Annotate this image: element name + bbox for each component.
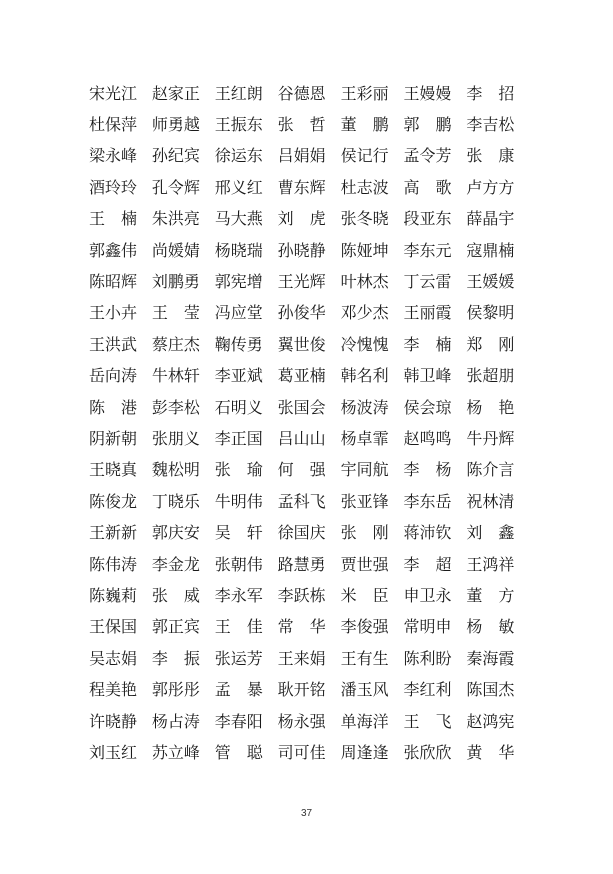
name-entry: 王 楠 [89,209,138,229]
name-entry: 贾世强 [340,554,389,574]
name-row [89,298,529,329]
name-row [89,141,529,172]
name-entry: 王来娟 [277,648,326,668]
name-entry: 王 飞 [403,711,452,731]
name-entry: 王红朗 [214,83,263,103]
name-entry: 王振东 [214,115,263,135]
name-entry: 杨占涛 [151,711,200,731]
name-entry: 陈昭辉 [89,272,138,292]
name-entry: 杨永强 [277,711,326,731]
name-entry: 周逢逢 [340,742,389,762]
name-entry: 何 强 [277,460,326,480]
name-entry: 岳向涛 [89,366,138,386]
name-entry: 梁永峰 [89,146,138,166]
name-entry: 吕娟娟 [277,146,326,166]
name-entry: 丁云雷 [403,272,452,292]
name-entry: 酒玲玲 [89,177,138,197]
name-row [89,737,529,768]
name-entry: 王晓真 [89,460,138,480]
name-entry: 孙俊华 [277,303,326,323]
name-entry: 牛明伟 [214,491,263,511]
name-entry: 郭宪增 [214,272,263,292]
name-entry: 董 方 [466,585,515,605]
name-entry: 李正国 [214,428,263,448]
name-entry: 侯记行 [340,146,389,166]
name-row [89,549,529,580]
name-entry: 段亚东 [403,209,452,229]
name-entry: 王洪武 [89,334,138,354]
name-entry: 薛晶宇 [466,209,515,229]
name-entry: 李 楠 [403,334,452,354]
name-entry: 翼世俊 [277,334,326,354]
name-entry: 郑 刚 [466,334,515,354]
name-entry: 潘玉风 [340,680,389,700]
name-entry: 杨晓瑞 [214,240,263,260]
name-entry: 王新新 [89,523,138,543]
name-entry: 耿开铭 [277,680,326,700]
name-entry: 路慧勇 [277,554,326,574]
name-entry: 陈伟涛 [89,554,138,574]
name-entry: 李金龙 [151,554,200,574]
name-entry: 杨 艳 [466,397,515,417]
name-entry: 米 臣 [340,585,389,605]
name-entry: 魏松明 [151,460,200,480]
name-row [89,706,529,737]
name-entry: 郭彤彤 [151,680,200,700]
name-entry: 牛林轩 [151,366,200,386]
name-entry: 杨 敏 [466,617,515,637]
name-row [89,517,529,548]
name-entry: 王光辉 [277,272,326,292]
name-row [89,612,529,643]
name-entry: 程美艳 [89,680,138,700]
name-entry: 郭鑫伟 [89,240,138,260]
name-entry: 陈利盼 [403,648,452,668]
name-entry: 单海洋 [340,711,389,731]
name-entry: 丁晓乐 [151,491,200,511]
name-entry: 李吉松 [466,115,515,135]
name-row [89,78,529,109]
name-entry: 张 康 [466,146,515,166]
name-entry: 谷德恩 [277,83,326,103]
name-row [89,172,529,203]
name-row [89,204,529,235]
name-entry: 冯应堂 [214,303,263,323]
name-row [89,266,529,297]
name-entry: 许晓静 [89,711,138,731]
name-entry: 李 招 [466,83,515,103]
name-entry: 陈娅坤 [340,240,389,260]
name-entry: 蒋沛钦 [403,523,452,543]
name-entry: 黄 华 [466,742,515,762]
name-entry: 邢义红 [214,177,263,197]
name-entry: 赵鸣鸣 [403,428,452,448]
name-entry: 张 哲 [277,115,326,135]
name-entry: 孙晓静 [277,240,326,260]
name-entry: 侯黎明 [466,303,515,323]
name-entry: 马大燕 [214,209,263,229]
name-entry: 杨卓霏 [340,428,389,448]
name-entry: 尚媛婧 [151,240,200,260]
name-entry: 张国会 [277,397,326,417]
name-entry: 朱洪亮 [151,209,200,229]
name-entry: 宇同航 [340,460,389,480]
name-entry: 葛亚楠 [277,366,326,386]
name-entry: 李红利 [403,680,452,700]
name-entry: 张冬晓 [340,209,389,229]
name-entry: 师勇越 [151,115,200,135]
name-entry: 陈 港 [89,397,138,417]
name-row [89,580,529,611]
name-entry: 李永军 [214,585,263,605]
name-entry: 牛丹辉 [466,428,515,448]
name-entry: 邓少杰 [340,303,389,323]
name-entry: 王有生 [340,648,389,668]
name-entry: 韩卫峰 [403,366,452,386]
name-entry: 杜保萍 [89,115,138,135]
name-entry: 李 杨 [403,460,452,480]
name-entry: 阴新朝 [89,428,138,448]
name-entry: 王媛媛 [466,272,515,292]
name-entry: 王 莹 [151,303,200,323]
name-entry: 孟 暴 [214,680,263,700]
name-entry: 杨波涛 [340,397,389,417]
name-entry: 刘 虎 [277,209,326,229]
name-entry: 王 佳 [214,617,263,637]
name-entry: 郭 鹏 [403,115,452,135]
name-entry: 曹东辉 [277,177,326,197]
name-entry: 司可佳 [277,742,326,762]
name-row [89,235,529,266]
name-entry: 赵家正 [151,83,200,103]
name-entry: 杜志波 [340,177,389,197]
name-entry: 苏立峰 [151,742,200,762]
name-entry: 宋光江 [89,83,138,103]
name-entry: 吴志娟 [89,648,138,668]
name-entry: 李俊强 [340,617,389,637]
name-entry: 张 刚 [340,523,389,543]
name-entry: 叶林杰 [340,272,389,292]
name-entry: 吕山山 [277,428,326,448]
name-entry: 董 鹏 [340,115,389,135]
name-entry: 刘玉红 [89,742,138,762]
name-entry: 王小卉 [89,303,138,323]
name-entry: 张朋义 [151,428,200,448]
name-entry: 刘 鑫 [466,523,515,543]
name-entry: 吴 轩 [214,523,263,543]
name-entry: 赵鸿宪 [466,711,515,731]
name-entry: 石明义 [214,397,263,417]
name-entry: 刘鹏勇 [151,272,200,292]
name-entry: 王彩丽 [340,83,389,103]
name-entry: 李 超 [403,554,452,574]
name-entry: 李跃栋 [277,585,326,605]
name-entry: 寇鼎楠 [466,240,515,260]
names-list [89,78,529,769]
name-entry: 陈巍莉 [89,585,138,605]
name-entry: 张亚锋 [340,491,389,511]
page-number: 37 [300,808,313,819]
name-entry: 徐运东 [214,146,263,166]
name-row [89,674,529,705]
name-entry: 陈介言 [466,460,515,480]
name-entry: 彭李松 [151,397,200,417]
name-entry: 卢方方 [466,177,515,197]
name-row [89,392,529,423]
name-entry: 常 华 [277,617,326,637]
name-row [89,486,529,517]
name-entry: 郭正宾 [151,617,200,637]
name-entry: 申卫永 [403,585,452,605]
name-entry: 侯会琼 [403,397,452,417]
name-entry: 张运芳 [214,648,263,668]
name-entry: 陈国杰 [466,680,515,700]
name-row [89,455,529,486]
name-entry: 高 歌 [403,177,452,197]
name-entry: 王嫚嫚 [403,83,452,103]
name-entry: 李东岳 [403,491,452,511]
name-entry: 张 瑜 [214,460,263,480]
name-entry: 张超朋 [466,366,515,386]
name-entry: 张 威 [151,585,200,605]
name-entry: 孟令芳 [403,146,452,166]
name-entry: 祝林清 [466,491,515,511]
name-entry: 管 聪 [214,742,263,762]
name-entry: 孟科飞 [277,491,326,511]
name-entry: 王鸿祥 [466,554,515,574]
name-entry: 孙纪宾 [151,146,200,166]
name-entry: 张欣欣 [403,742,452,762]
name-entry: 韩名利 [340,366,389,386]
name-entry: 蔡庄杰 [151,334,200,354]
name-row [89,109,529,140]
name-entry: 李 振 [151,648,200,668]
name-entry: 李亚斌 [214,366,263,386]
name-row [89,361,529,392]
name-row [89,329,529,360]
name-entry: 王保国 [89,617,138,637]
name-row [89,643,529,674]
name-entry: 徐国庆 [277,523,326,543]
name-entry: 孔令辉 [151,177,200,197]
name-entry: 李东元 [403,240,452,260]
name-entry: 秦海霞 [466,648,515,668]
name-entry: 郭庆安 [151,523,200,543]
name-entry: 李春阳 [214,711,263,731]
name-row [89,423,529,454]
name-entry: 常明申 [403,617,452,637]
name-entry: 冷愧愧 [340,334,389,354]
name-entry: 鞠传勇 [214,334,263,354]
name-entry: 张朝伟 [214,554,263,574]
name-entry: 陈俊龙 [89,491,138,511]
name-entry: 王丽霞 [403,303,452,323]
